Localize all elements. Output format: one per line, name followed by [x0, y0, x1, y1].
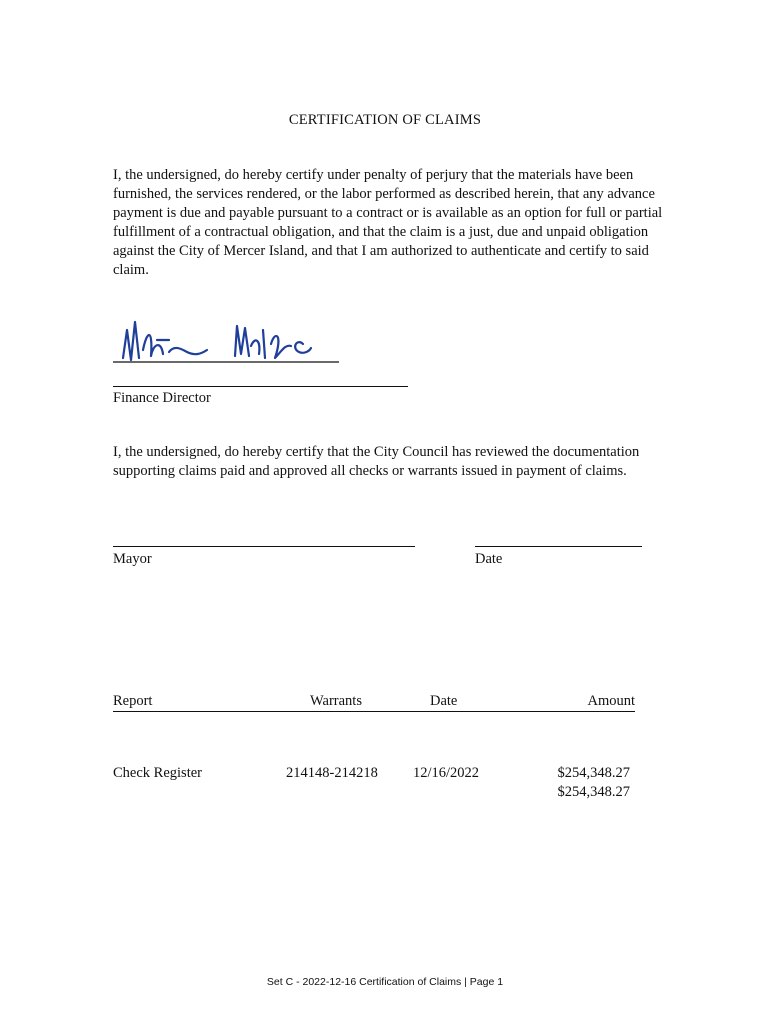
page-footer: Set C - 2022-12-16 Certification of Claims | Page 1 [266, 976, 504, 988]
mayor-signature-line [113, 546, 415, 547]
certification-paragraph: I, the undersigned, do hereby certify under penalty of perjury that the materials have been furnished, the services rendered, or the labor performed as described herein, that any advance payment is due and payable pursuant to a contract or is available as an option for full or partial fulfillment of a contractual obligation, and that the claim is a just, due and unpaid obligation against the City of Mercer Island, and that I am authorized to authenticate and certify to said claim. [113, 167, 663, 278]
finance-director-signature [113, 300, 353, 380]
table-cell-date: 12/16/2022 [413, 765, 480, 781]
date-signature-line [475, 546, 642, 547]
mayor-label: Mayor [113, 551, 152, 567]
column-header-date: Date [400, 693, 536, 712]
date-label: Date [475, 551, 503, 567]
council-certification-paragraph: I, the undersigned, do hereby certify that the City Council has reviewed the documentation supporting claims paid and approved all checks or warrants issued in payment of claims. [113, 444, 640, 479]
table-cell-report: Check Register [113, 765, 202, 781]
table-total-amount: $254,348.27 [557, 784, 630, 800]
finance-signature-line [113, 386, 408, 387]
document-title: CERTIFICATION OF CLAIMS [288, 112, 482, 128]
column-header-report: Report [113, 693, 263, 712]
table-cell-amount: $254,348.27 [557, 765, 630, 781]
finance-director-label: Finance Director [113, 390, 211, 406]
table-cell-warrants: 214148-214218 [286, 765, 378, 781]
column-header-amount: Amount [536, 693, 635, 712]
column-header-warrants: Warrants [263, 693, 400, 712]
